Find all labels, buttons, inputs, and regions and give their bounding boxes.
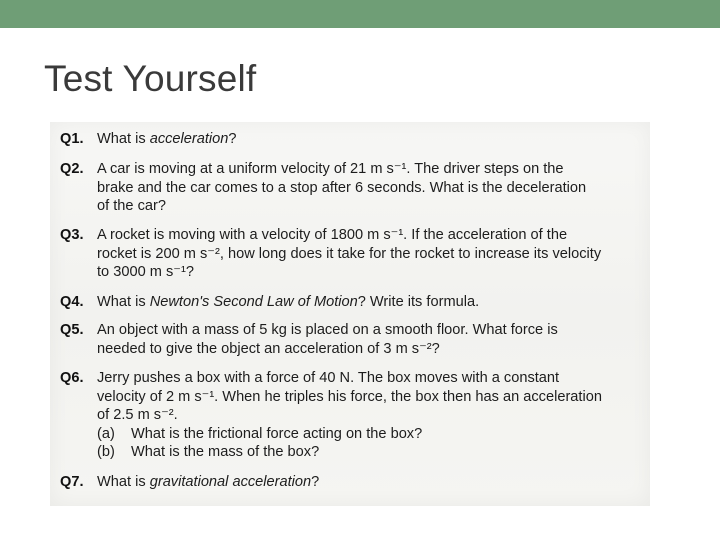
question-text: Jerry pushes a box with a force of 40 N. The box moves with a constant velocity of 2 m s⁻¹. When he triples his force, the box then has an acceleration of 2.5 m s⁻². (a) What is the frictional force acting on the box? (b) What is the mass of the box? xyxy=(97,369,646,462)
question-text: What is gravitational acceleration? xyxy=(97,474,320,490)
question-number: Q5. xyxy=(60,322,84,338)
question-text: What is Newton's Second Law of Motion? Write its formula. xyxy=(97,294,480,310)
question-number: Q1. xyxy=(60,131,84,147)
emphasis-term: gravitational acceleration xyxy=(149,474,312,490)
emphasis-term: acceleration xyxy=(149,131,229,147)
emphasis-term: Newton's Second Law of Motion xyxy=(149,294,358,310)
question-number: Q3. xyxy=(60,227,84,243)
question-text: An object with a mass of 5 kg is placed on a smooth floor. What force is needed to give the object an acceleration of 3 m s⁻²? xyxy=(97,322,558,357)
question-number: Q6. xyxy=(60,370,84,386)
question-sheet-image xyxy=(50,122,650,506)
question-text: A car is moving at a uniform velocity of 21 m s⁻¹. The driver steps on the brake and the car comes to a stop after 6 seconds. What is the deceleration of the car? xyxy=(97,161,587,215)
header-accent-bar xyxy=(0,0,720,28)
question-number: Q2. xyxy=(60,161,84,177)
question-text: A rocket is moving with a velocity of 1800 m s⁻¹. If the acceleration of the rocket is 200 m s⁻², how long does it take for the rocket to increase its velocity to 3000 m s⁻¹? xyxy=(97,227,602,281)
question-number: Q7. xyxy=(60,474,84,490)
slide-title: Test Yourself xyxy=(44,58,257,99)
question-subpart: (b) What is the mass of the box? xyxy=(97,444,320,461)
question-subpart: (a) What is the frictional force acting on the box? xyxy=(97,425,423,442)
question-number: Q4. xyxy=(60,294,84,310)
question-text: What is acceleration? xyxy=(97,131,237,147)
